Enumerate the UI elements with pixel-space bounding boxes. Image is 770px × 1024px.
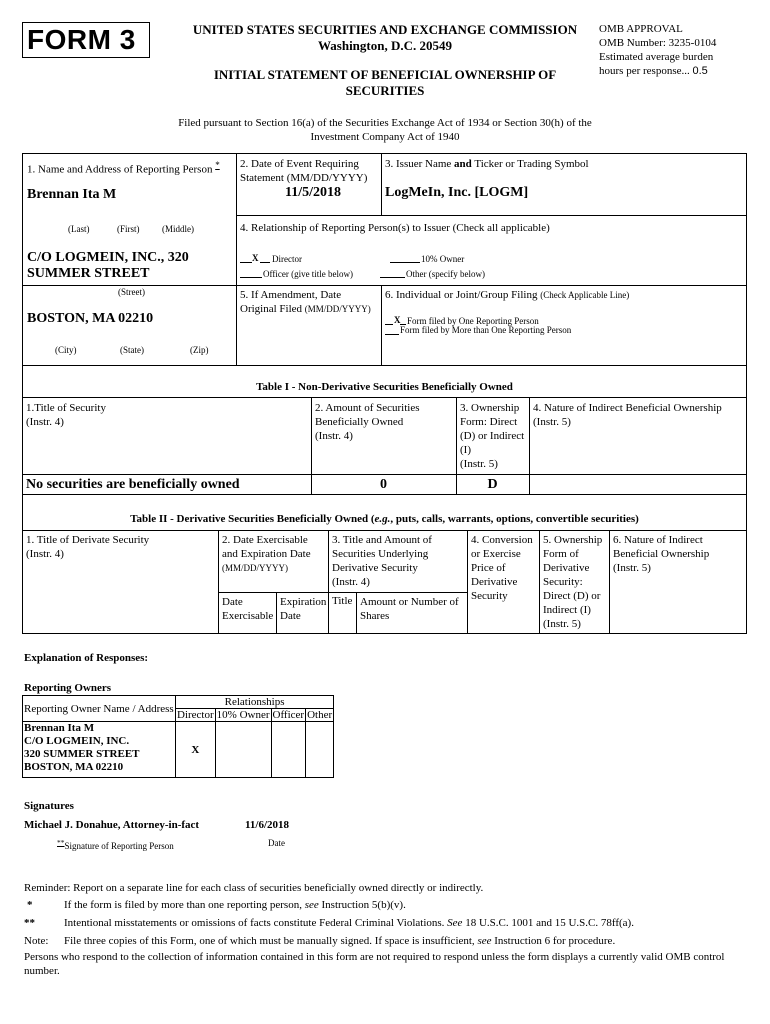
owners-row-other: [306, 722, 334, 778]
omb-burden-value: 0.5: [692, 65, 708, 77]
rule-row1: [236, 215, 747, 216]
rule-col2: [381, 153, 382, 215]
agency-title: UNITED STATES SECURITIES AND EXCHANGE COMMISSION: [192, 22, 578, 37]
agency-location: Washington, D.C. 20549: [318, 38, 452, 53]
table1-row-title: No securities are beneficially owned: [26, 477, 240, 492]
filing-option-one: Form filed by One Reporting Person: [407, 316, 539, 326]
reminder-text: Reminder: Report on a separate line for each class of securities beneficially owned directly or indirectly.: [24, 882, 484, 894]
reporting-owners-table: [22, 695, 334, 778]
address-line1: C/O LOGMEIN, INC., 320: [27, 250, 189, 265]
reporting-owners-heading: Reporting Owners: [24, 682, 112, 694]
table2-col-underlying: 3. Title and Amount of Securities Underlying Derivative Security (Instr. 4): [332, 534, 432, 588]
table2-sub-title: Title: [332, 595, 353, 607]
filed-pursuant-line1: Filed pursuant to Section 16(a) of the Securities Exchange Act of 1934 or Section 30(h) of the: [178, 117, 592, 129]
filed-pursuant-line2: Investment Company Act of 1940: [310, 131, 460, 143]
table2-col-nature: 6. Nature of Indirect Beneficial Ownership (Instr. 5): [613, 534, 710, 574]
relationship-officer: Officer (give title below): [263, 269, 354, 279]
signature-label: **Signature of Reporting Person: [57, 838, 174, 851]
box5-label-line1: 5. If Amendment, Date: [240, 289, 342, 301]
table1-col-ownership: 3. Ownership Form: Direct (D) or Indirect (I) (Instr. 5): [460, 402, 525, 470]
owners-col-10pct: 10% Owner: [216, 709, 270, 721]
city-state-zip: BOSTON, MA 02210: [27, 311, 154, 326]
note2-text: Intentional misstatements or omissions of facts constitute Federal Criminal Violations. See 18 U.S.C. 1001 and 15 U.S.C. 78ff(a).: [64, 917, 634, 929]
filing-option-more: Form filed by More than One Reporting Person: [400, 325, 572, 335]
table2-sub-amount: Amount or Number of Shares: [360, 596, 459, 622]
omb-burden-line2: [599, 65, 708, 77]
label-zip: (Zip): [190, 345, 209, 355]
reporting-person-name: Brennan Ita M: [27, 187, 117, 202]
table1-row-amount: 0: [380, 477, 387, 492]
relationship-other: Other (specify below): [406, 269, 485, 279]
persons-text-line1: Persons who respond to the collection of information contained in this form are not required to respond unless the form displays a currently valid OMB control: [24, 951, 725, 963]
explanation-heading: Explanation of Responses:: [24, 652, 149, 664]
omb-burden-prefix: hours per response...: [599, 65, 690, 77]
box4-label: 4. Relationship of Reporting Person(s) to Issuer (Check all applicable): [240, 222, 550, 234]
note3-text: File three copies of this Form, one of which must be manually signed. If space is insufficient, see Instruction 6 for procedure.: [64, 935, 616, 947]
event-date: 11/5/2018: [285, 185, 342, 200]
rule-col3: [381, 285, 382, 365]
table2-col-title: 1. Title of Derivate Security (Instr. 4): [26, 534, 150, 560]
note1-text: If the form is filed by more than one reporting person, see Instruction 5(b)(v).: [64, 899, 406, 911]
table1-col-title: 1.Title of Security (Instr. 4): [26, 402, 106, 428]
box6-label: 6. Individual or Joint/Group Filing (Check Applicable Line): [385, 289, 630, 301]
filing-checkmark: X: [394, 315, 401, 325]
issuer-name: LogMeIn, Inc. [LOGM]: [385, 185, 529, 200]
owners-col-relationships: Relationships: [176, 696, 334, 709]
rule-left: [22, 153, 23, 365]
note3-mark: Note:: [24, 935, 49, 947]
form-title-line1: INITIAL STATEMENT OF BENEFICIAL OWNERSHIP OF: [213, 67, 557, 82]
omb-burden-line1: Estimated average burden: [599, 51, 714, 63]
form-label: FORM 3: [27, 24, 136, 55]
rule-row2: [22, 285, 747, 286]
rule-top: [22, 153, 747, 154]
label-first: (First): [117, 224, 140, 234]
form-label-box: [22, 22, 150, 58]
form-title-line2: SECURITIES: [345, 83, 425, 98]
signatures-heading: Signatures: [24, 800, 74, 812]
label-city: (City): [55, 345, 77, 355]
table2-col-conversion: 4. Conversion or Exercise Price of Derivative Security: [471, 534, 533, 602]
signature-name: Michael J. Donahue, Attorney-in-fact: [24, 819, 200, 831]
box3-label: 3. Issuer Name and Ticker or Trading Symbol: [385, 158, 589, 170]
label-state: (State): [120, 345, 144, 355]
rule-col1: [236, 153, 237, 365]
label-middle: (Middle): [162, 224, 194, 234]
owners-col-officer: Officer: [272, 709, 305, 721]
owners-col-name: Reporting Owner Name / Address: [23, 696, 176, 722]
owners-row-name: Brennan Ita M C/O LOGMEIN, INC. 320 SUMMER STREET BOSTON, MA 02210: [23, 722, 176, 778]
table2-sub-expiration-date: Expiration Date: [280, 596, 327, 622]
box2-label-line2: Statement (MM/DD/YYYY): [240, 172, 368, 184]
owners-row-director: X: [176, 722, 216, 778]
box1-label: 1. Name and Address of Reporting Person *: [27, 160, 220, 176]
omb-approval: OMB APPROVAL: [599, 23, 683, 35]
box5-label-line2: Original Filed (MM/DD/YYYY): [240, 303, 371, 315]
relationship-director: Director: [272, 254, 302, 264]
table2-col-dates: 2. Date Exercisable and Expiration Date (MM/DD/YYYY): [222, 534, 311, 573]
owners-col-other: Other: [307, 709, 333, 721]
persons-text-line2: number.: [24, 965, 60, 977]
table1-title: Table I - Non-Derivative Securities Beneficially Owned: [256, 381, 513, 393]
table2-sub-date-exercisable: Date Exercisable: [222, 596, 274, 622]
owners-row-officer: [271, 722, 306, 778]
director-checkmark: X: [252, 253, 259, 263]
table2-col-ownership: 5. Ownership Form of Derivative Security: Direct (D) or Indirect (I) (Instr. 5): [543, 534, 603, 630]
rule-right: [746, 153, 747, 365]
note2-mark: **: [24, 917, 35, 929]
label-last: (Last): [68, 224, 90, 234]
table2-title: Table II - Derivative Securities Beneficially Owned (e.g., puts, calls, warrants, options, convertible securities): [130, 513, 639, 525]
signature-date: 11/6/2018: [245, 819, 290, 831]
table1-row-form: D: [487, 477, 498, 492]
owners-row-10pct: [215, 722, 271, 778]
table1-col-nature: 4. Nature of Indirect Beneficial Ownership (Instr. 5): [533, 402, 722, 428]
box1-star: *: [215, 160, 220, 170]
signature-date-label: Date: [268, 838, 285, 848]
address-line2: SUMMER STREET: [27, 266, 150, 281]
note1-mark: *: [27, 899, 33, 911]
table1-col-amount: 2. Amount of Securities Beneficially Owned (Instr. 4): [315, 402, 420, 442]
omb-number: OMB Number: 3235-0104: [599, 37, 717, 49]
label-street: (Street): [118, 287, 145, 297]
box2-label-line1: 2. Date of Event Requiring: [240, 158, 359, 170]
owners-col-director: Director: [177, 709, 214, 721]
relationship-10pct-owner: 10% Owner: [421, 254, 465, 264]
rule-row3: [22, 365, 747, 366]
